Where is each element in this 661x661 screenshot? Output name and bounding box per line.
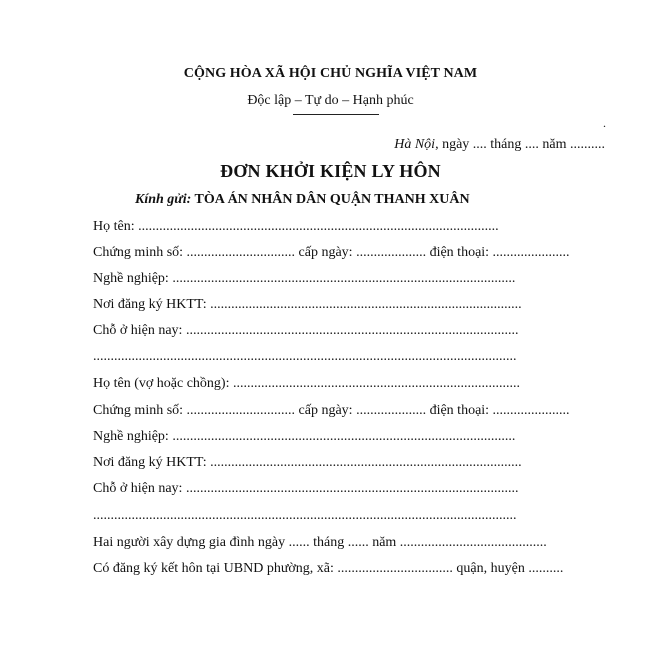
- country-name: CỘNG HÒA XÃ HỘI CHỦ NGHĨA VIỆT NAM: [183, 66, 478, 81]
- field-spouse-occupation: Nghề nghiệp: ..................................................................................................: [93, 429, 516, 444]
- field-spouse-id-number: Chứng minh số: ............................... cấp ngày: .................... điện thoại: ......................: [93, 403, 570, 418]
- field-address-continued: .........................................................................................................................: [93, 349, 517, 364]
- field-marriage-registration: Có đăng ký kết hôn tại UBND phường, xã: ................................. quận, huyện ..........: [93, 561, 564, 576]
- addressee-name: TÒA ÁN NHÂN DÂN QUẬN THANH XUÂN: [191, 192, 470, 207]
- addressee: [135, 192, 470, 208]
- field-spouse-full-name: Họ tên (vợ hoặc chồng): ..................................................................................: [93, 376, 520, 391]
- document-title: ĐƠN KHỞI KIỆN LY HÔN: [220, 161, 441, 181]
- stray-mark: .: [603, 116, 606, 130]
- field-full-name: Họ tên: .......................................................................................................: [93, 219, 499, 234]
- addressee-label: Kính gửi:: [135, 192, 192, 207]
- dateline: [394, 137, 605, 153]
- field-registered-residence: Nơi đăng ký HKTT: .........................................................................................: [93, 297, 522, 312]
- national-motto: Độc lập – Tự do – Hạnh phúc: [247, 93, 414, 108]
- field-spouse-registered-residence: Nơi đăng ký HKTT: .........................................................................................: [93, 455, 522, 470]
- field-spouse-address-continued: .........................................................................................................................: [93, 508, 517, 523]
- field-id-number: Chứng minh số: ............................... cấp ngày: .................... điện thoại: ......................: [93, 245, 570, 260]
- motto-underline: [293, 114, 379, 115]
- field-marriage-date: Hai người xây dựng gia đình ngày ...... tháng ...... năm ..........................................: [93, 535, 547, 550]
- field-spouse-current-address: Chỗ ở hiện nay: ...............................................................................................: [93, 481, 519, 496]
- field-current-address: Chỗ ở hiện nay: ...............................................................................................: [93, 323, 519, 338]
- dateline-place: Hà Nội: [394, 137, 436, 152]
- dateline-date: , ngày .... tháng .... năm ..........: [435, 137, 605, 152]
- field-occupation: Nghề nghiệp: ..................................................................................................: [93, 271, 516, 286]
